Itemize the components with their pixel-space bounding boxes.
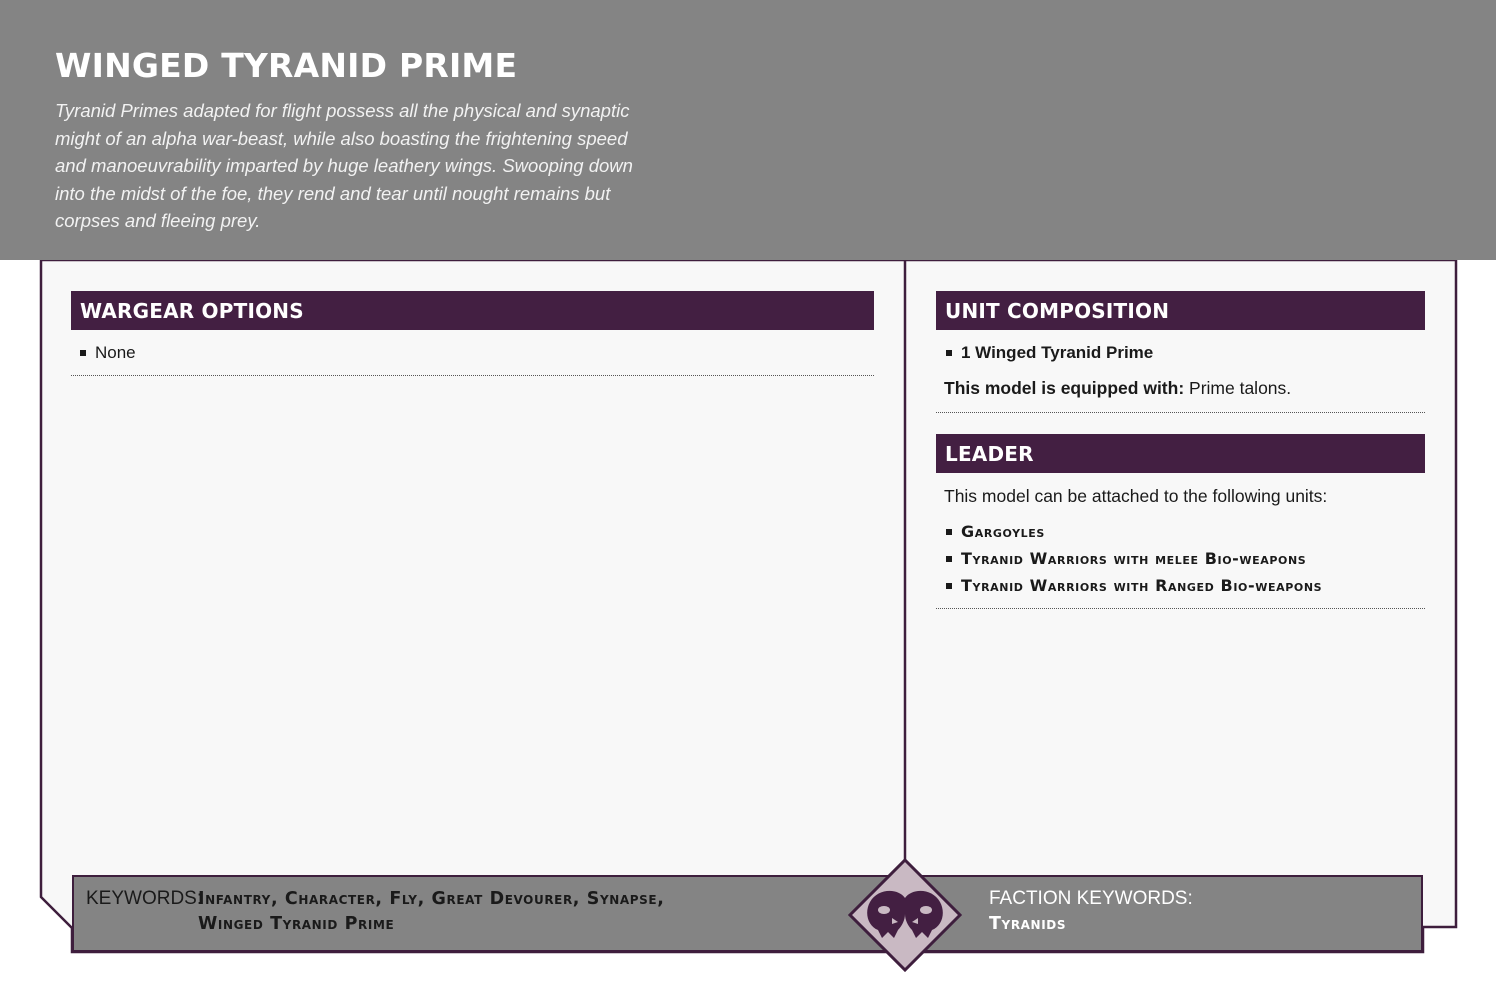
wargear-option-item [80, 343, 136, 363]
section-divider [936, 412, 1425, 413]
faction-keywords-label: FACTION KEYWORDS: [989, 888, 1193, 909]
leader-unit-text: Tyranid Warriors with melee Bio-weapons [961, 549, 1307, 568]
leader-title: LEADER [936, 434, 1425, 473]
leader-intro: This model can be attached to the following units: [944, 486, 1328, 506]
keywords-line-2: Winged Tyranid Prime [198, 914, 395, 934]
keywords-label: KEYWORDS: [86, 888, 203, 909]
equipped-value: Prime talons. [1189, 378, 1292, 398]
leader-unit-item [946, 549, 1306, 569]
bullet-icon [946, 556, 952, 562]
wargear-option-text: None [95, 343, 136, 362]
leader-unit-text: Tyranid Warriors with Ranged Bio-weapons [961, 576, 1323, 595]
leader-unit-item [946, 576, 1322, 596]
bullet-icon [946, 529, 952, 535]
faction-keywords-value: Tyranids [989, 914, 1067, 934]
bullet-icon [946, 583, 952, 589]
composition-item-text: 1 Winged Tyranid Prime [961, 343, 1154, 362]
leader-unit-item [946, 522, 1045, 542]
unit-title: WINGED TYRANID PRIME [55, 46, 518, 85]
tyranid-skull-emblem-icon [848, 858, 962, 972]
unit-composition-title: UNIT COMPOSITION [936, 291, 1425, 330]
wargear-options-title: WARGEAR OPTIONS [71, 291, 874, 330]
leader-unit-text: Gargoyles [961, 522, 1045, 541]
section-divider [71, 375, 874, 376]
bullet-icon [946, 350, 952, 356]
equipped-label: This model is equipped with: [944, 378, 1185, 398]
section-divider [936, 608, 1425, 609]
keywords-line-1: Infantry, Character, Fly, Great Devourer, Synapse, [198, 889, 665, 909]
composition-item [946, 343, 1153, 363]
bullet-icon [80, 350, 86, 356]
unit-header [0, 0, 1496, 260]
equipped-with-line [944, 378, 1291, 399]
unit-lore: Tyranid Primes adapted for flight possess all the physical and synaptic might of an alpha war-beast, while also boasting the frightening speed and manoeuvrability imparted by huge leathery wings. Swooping down into the midst of the foe, they rend and tear until nought remains but corpses and fleeing prey. [55, 100, 633, 231]
